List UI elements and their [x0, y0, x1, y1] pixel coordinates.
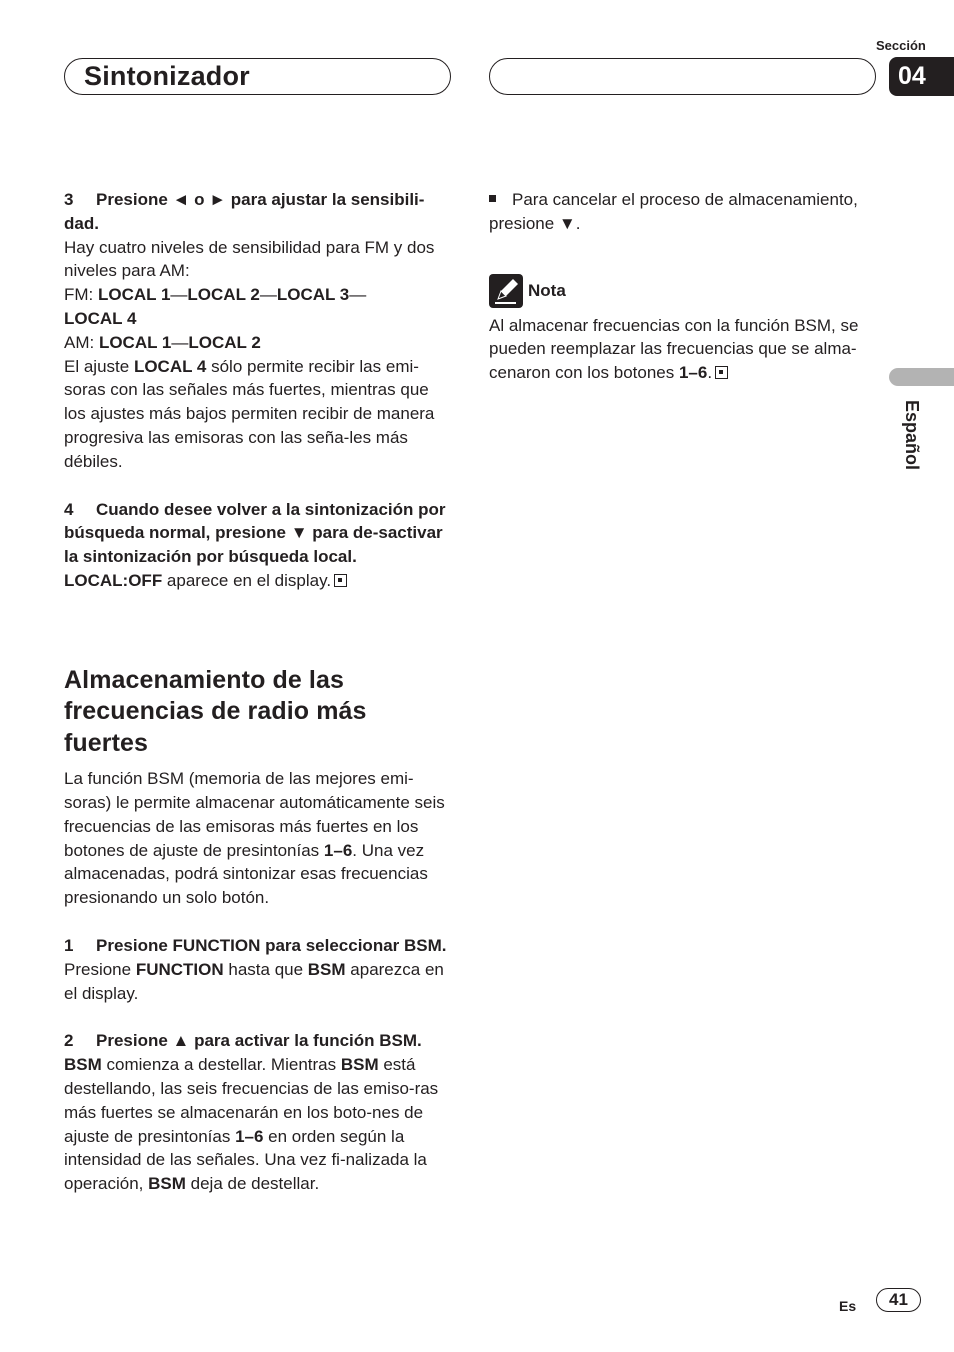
step-4-title: 4 Cuando desee volver a la sintonización por búsqueda normal, presione ▼ para de-sactivar la sintonización por búsqueda local. [64, 499, 446, 567]
end-of-section-icon [715, 366, 728, 379]
language-side-label: Español [902, 400, 922, 471]
section-number-badge: 04 [889, 57, 954, 96]
bsm-step-1-body: Presione FUNCTION hasta que BSM aparezca en el display. [64, 959, 444, 1003]
step-3-body: Hay cuatro niveles de sensibilidad para FM y dos niveles para AM: [64, 237, 435, 281]
bsm-step-2-body: BSM comienza a destellar. Mientras BSM está destellando, las seis frecuencias de las emiso-ras más fuertes se almacenarán en los boto-nes de ajuste de presintonías 1–6 en orden según la intensidad de las señales. Una vez fi-nalizada la operación, BSM deja de destellar. [64, 1055, 439, 1194]
step-number: 3 [64, 190, 74, 209]
note-pencil-icon [489, 274, 523, 308]
language-side-tab [889, 368, 954, 386]
left-column [64, 188, 454, 1196]
step-3-body-2: El ajuste LOCAL 4 sólo permite recibir las emi-soras con las señales más fuertes, mientras que los ajustes más bajos permiten recibir de manera progresiva las emisoras con las seña-les más débiles. [64, 356, 435, 471]
bsm-intro: La función BSM (memoria de las mejores emi-soras) le permite almacenar automáticamente seis frecuencias de las emisoras más fuertes en los botones de ajuste de presintonías 1–6. Una vez almacenadas, podrá sintonizar esas frecuencias presionando un solo botón. [64, 769, 445, 908]
heading-bsm: Almacenamiento de las frecuencias de radio más fuertes [64, 665, 367, 757]
fm-levels: FM: LOCAL 1—LOCAL 2—LOCAL 3— LOCAL 4 [64, 285, 367, 328]
step-4-body: LOCAL:OFF aparece en el display. [64, 569, 454, 593]
right-column [489, 188, 883, 385]
bsm-step-1-title: 1 Presione FUNCTION para seleccionar BSM. [64, 934, 454, 958]
am-levels: AM: LOCAL 1—LOCAL 2 [64, 332, 261, 352]
step-number: 4 [64, 499, 74, 519]
step-number: 2 [64, 1031, 74, 1051]
end-of-section-icon [334, 574, 347, 587]
page-number: 41 [876, 1288, 921, 1312]
bullet-square-icon [489, 195, 496, 202]
section-title: Sintonizador [84, 61, 250, 91]
note-body: Al almacenar frecuencias con la función BSM, se pueden reemplazar las frecuencias que se alma-cenaron con los botones 1–6. [489, 315, 859, 383]
step-number: 1 [64, 936, 74, 956]
section-label: Sección [876, 38, 926, 53]
cancel-bullet: Para cancelar el proceso de almacenamiento, presione ▼. [489, 190, 858, 233]
step-3-title: 3 Presione ◄ o ► para ajustar la sensibili-dad. [64, 190, 425, 233]
header-blank-frame [489, 58, 876, 95]
bsm-step-2-title: 2 Presione ▲ para activar la función BSM. [64, 1029, 454, 1053]
note-header [489, 274, 883, 308]
footer-language-code: Es [839, 1298, 857, 1314]
note-title: Nota [528, 280, 566, 300]
